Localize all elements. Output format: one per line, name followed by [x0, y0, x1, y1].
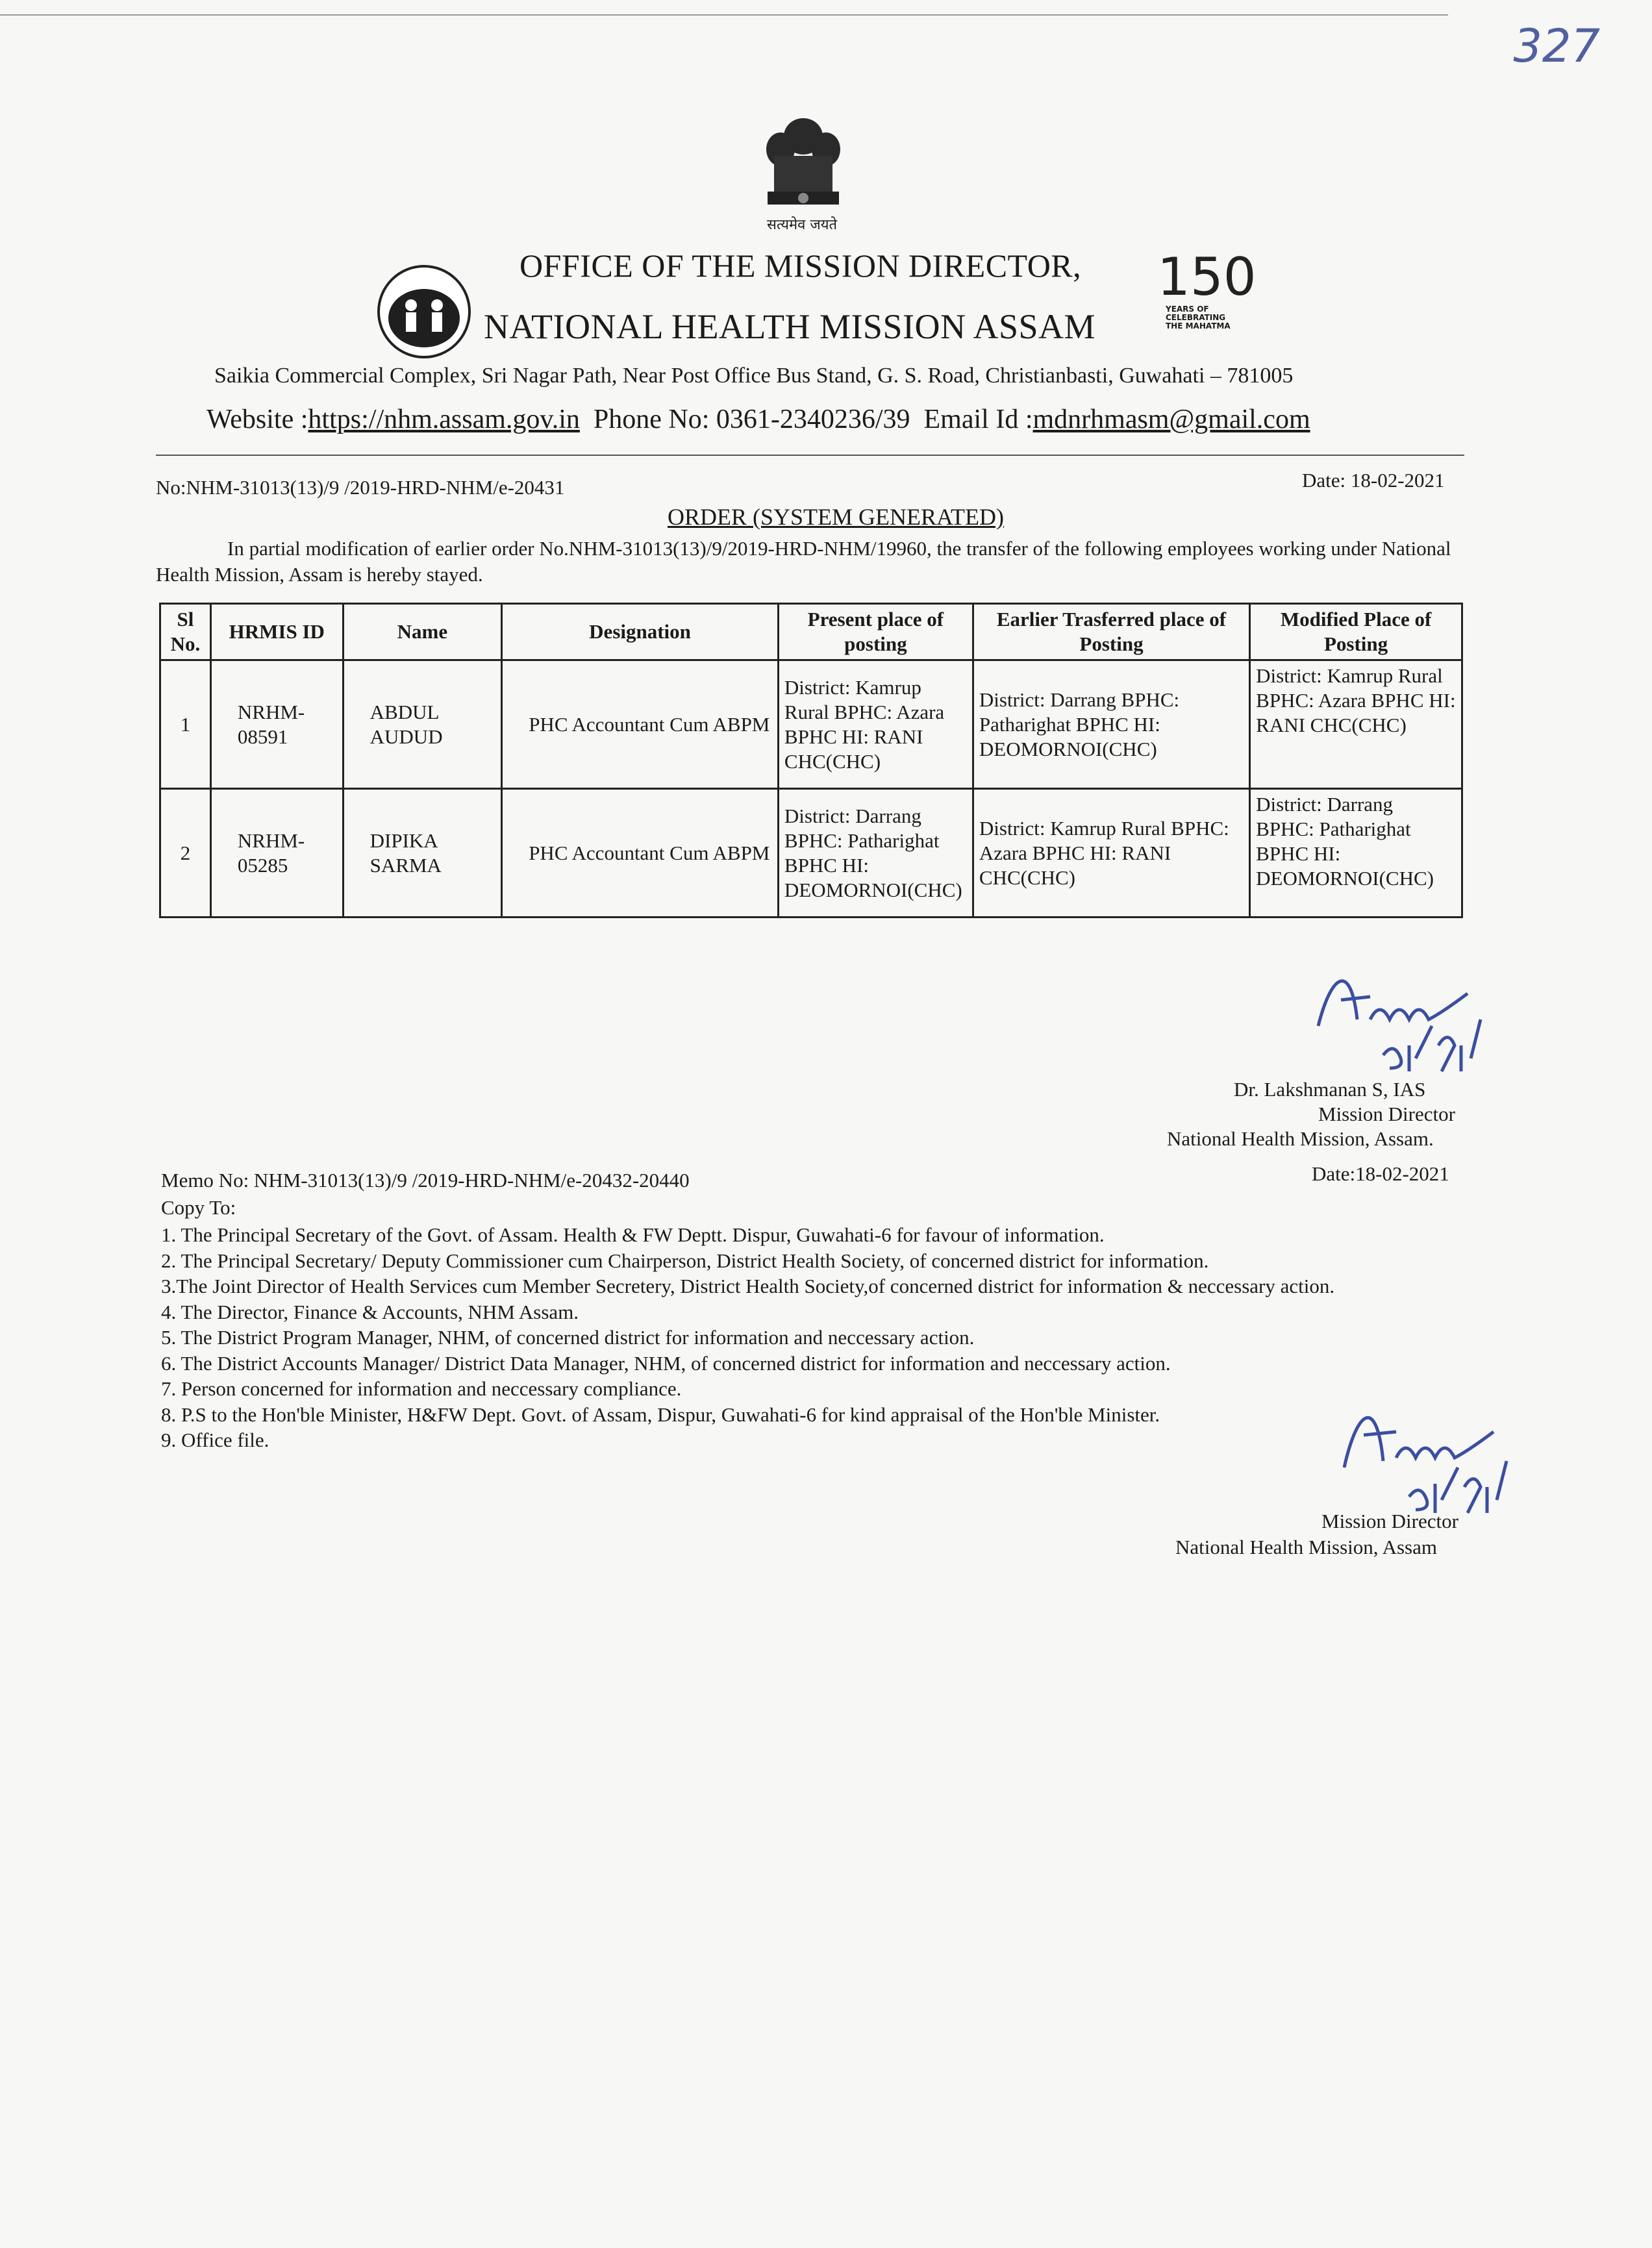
cell-designation: PHC Accountant Cum ABPM: [502, 660, 779, 789]
list-item: 2. The Principal Secretary/ Deputy Commissioner cum Chairperson, District Health Society, of concerned district for information.: [161, 1249, 1209, 1272]
cell-earlier-posting: District: Kamrup Rural BPHC: Azara BPHC HI: RANI CHC(CHC): [973, 789, 1249, 918]
signatory-1-title: Mission Director: [1318, 1103, 1455, 1125]
nhm-logo-icon: [375, 263, 473, 360]
list-item: 9. Office file.: [161, 1429, 269, 1451]
list-item: 5. The District Program Manager, NHM, of concerned district for information and neccessary action.: [161, 1326, 975, 1349]
list-item: 6. The District Accounts Manager/ District Data Manager, NHM, of concerned district for information and neccessary action.: [161, 1351, 1171, 1375]
table-row: [160, 660, 1462, 789]
email-label: Email Id :: [923, 405, 1033, 434]
cell-hrmis-id: NRHM-05285: [210, 789, 343, 918]
list-item: 4. The Director, Finance & Accounts, NHM Assam.: [161, 1300, 579, 1323]
cell-present-posting: District: Darrang BPHC: Patharighat BPHC HI: DEOMORNOI(CHC): [778, 789, 973, 918]
office-title-line2: NATIONAL HEALTH MISSION ASSAM: [484, 307, 1096, 346]
cell-sl: 2: [160, 789, 211, 918]
order-reference-number: No:NHM-31013(13)/9 /2019-HRD-NHM/e-20431: [156, 476, 565, 499]
email-link[interactable]: mdnrhmasm@gmail.com: [1032, 405, 1310, 434]
cell-modified-posting: District: Darrang BPHC: Patharighat BPHC HI: DEOMORNOI(CHC): [1250, 789, 1462, 918]
memo-number: Memo No: NHM-31013(13)/9 /2019-HRD-NHM/e-20432-20440: [161, 1169, 690, 1192]
col-header-earlier: Earlier Trasferred place of Posting: [973, 604, 1249, 660]
signatory-2-title: Mission Director: [1321, 1510, 1458, 1532]
website-link[interactable]: https://nhm.assam.gov.in: [308, 405, 580, 434]
list-item: 7. Person concerned for information and neccessary compliance.: [161, 1377, 682, 1400]
anniversary-caption: YEARS OF CELEBRATING THE MAHATMA: [1166, 305, 1231, 331]
col-header-present: Present place of posting: [778, 604, 973, 660]
cell-modified-posting: District: Kamrup Rural BPHC: Azara BPHC HI: RANI CHC(CHC): [1250, 660, 1462, 789]
list-item: 8. P.S to the Hon'ble Minister, H&FW Dept. Govt. of Assam, Dispur, Guwahati-6 for kind appraisal of the Hon'ble Minister.: [161, 1403, 1160, 1426]
col-header-modified: Modified Place of Posting: [1250, 604, 1462, 660]
list-item: 3.The Joint Director of Health Services cum Member Secretery, District Health Society,of concerned district for information & neccessary action.: [161, 1275, 1335, 1297]
signatory-1-name: Dr. Lakshmanan S, IAS: [1234, 1078, 1426, 1101]
scan-edge-line: [0, 14, 1448, 16]
office-title-line1: OFFICE OF THE MISSION DIRECTOR,: [519, 247, 1082, 284]
contact-line: [206, 404, 1310, 435]
order-date: Date: 18-02-2021: [1302, 469, 1445, 492]
order-intro: In partial modification of earlier order No.NHM-31013(13)/9/2019-HRD-NHM/19960, the transfer of the following employees working under National Health Mission, Assam is hereby stayed.: [156, 537, 1451, 586]
emblem-motto: सत्यमेव जयते: [766, 217, 838, 233]
signatory-1-org: National Health Mission, Assam.: [1167, 1127, 1434, 1150]
copy-to-heading: Copy To:: [161, 1196, 236, 1219]
col-header-hrmis: HRMIS ID: [210, 604, 343, 660]
anniversary-number: 150: [1157, 247, 1257, 307]
col-header-name: Name: [343, 604, 502, 660]
cell-present-posting: District: Kamrup Rural BPHC: Azara BPHC HI: RANI CHC(CHC): [778, 660, 973, 789]
order-title: ORDER (SYSTEM GENERATED): [668, 504, 1004, 530]
memo-date: Date:18-02-2021: [1312, 1162, 1449, 1185]
office-address: Saikia Commercial Complex, Sri Nagar Path, Near Post Office Bus Stand, G. S. Road, Christianbasti, Guwahati – 781005: [214, 364, 1294, 388]
transfer-table: [159, 603, 1463, 918]
copy-to-list: [161, 1222, 1525, 1453]
cell-sl: 1: [160, 660, 211, 789]
list-item: 1. The Principal Secretary of the Govt. of Assam. Health & FW Deptt. Dispur, Guwahati-6 for favour of information.: [161, 1223, 1105, 1246]
cell-designation: PHC Accountant Cum ABPM: [502, 789, 779, 918]
cell-earlier-posting: District: Darrang BPHC: Patharighat BPHC HI: DEOMORNOI(CHC): [973, 660, 1249, 789]
signature-2-image: [1338, 1377, 1552, 1519]
cell-name: DIPIKA SARMA: [343, 789, 502, 918]
header-divider: [156, 455, 1464, 456]
signature-1-image: [1312, 948, 1526, 1078]
table-row: [160, 789, 1462, 918]
phone-number: Phone No: 0361-2340236/39: [593, 405, 910, 434]
cell-hrmis-id: NRHM-08591: [210, 660, 343, 789]
signatory-2-org: National Health Mission, Assam: [1175, 1536, 1437, 1558]
website-label: Website :: [206, 405, 308, 434]
table-header-row: [160, 604, 1462, 660]
col-header-designation: Designation: [502, 604, 779, 660]
col-header-sl: Sl No.: [160, 604, 211, 660]
page-number-mark: 327: [1513, 19, 1600, 73]
cell-name: ABDUL AUDUD: [343, 660, 502, 789]
